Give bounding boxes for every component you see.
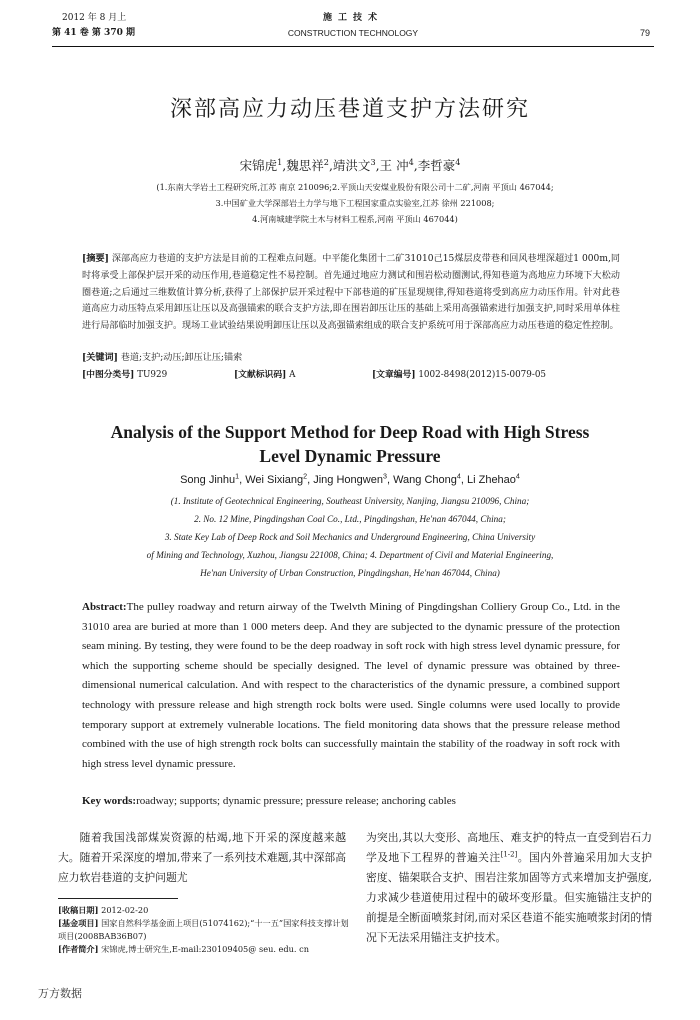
footnote-received: [收稿日期] 2012-02-20 [58,905,149,915]
author-name: Wei Sixiang [245,474,304,486]
clc-code: [中图分类号] TU929 [82,370,168,380]
citation: [1-2] [500,849,518,859]
abstract-en [82,598,620,774]
author-name: Song Jinhu [180,474,236,486]
author-name: 宋锦虎 [239,158,278,173]
affiliation-en-line: of Mining and Technology, Xuzhou, Jiangsu 221008, China; 4. Department of Civil and Material Engineering, [146,550,554,560]
keywords-en: Key words:roadway; supports; dynamic pressure; pressure release; anchoring cables [82,795,456,807]
affiliation-en-line: (1. Institute of Geotechnical Engineering, Southeast University, Nanjing, Jiangsu 210096, China; [170,496,530,506]
page-number: 79 [639,28,650,38]
abstract-cn [82,251,620,335]
affiliation-en-line: 2. No. 12 Mine, Pingdingshan Coal Co., Ltd., Pingdingshan, He'nan 467044, China; [194,514,506,524]
author-name: 李哲豪 [417,158,456,173]
footnote-divider [58,898,178,899]
footnote-author-bio: [作者简介] 宋锦虎,博士研究生,E-mail:230109405@ seu. edu. cn [58,944,309,954]
abstract-en-label: Abstract: [82,601,127,613]
keywords-cn: [关键词] 巷道;支护;动压;卸压让压;锚索 [82,352,243,363]
body-text-right: 为突出,其以大变形、高地压、难支护的特点一直受到岩石力学及地下工程界的普遍关注[1-2]。国内外普遍采用加大支护密度、锚架联合支护、围岩注浆加固等方式来增加支护强度,力求减少巷道使用过程中的破坏变形量。但实施锚注支护的前提是全断面喷浆封闭,而对采区巷道不能实施喷浆封闭的情况下无法采用锚注支护技术。 [366,831,652,944]
author-list-en: Song Jinhu$^1$, Wei Sixiang$^2$, Jing Hongwen$^3$, Wang Chong$^4$, Li Zhehao$^4$ [180,472,520,486]
paper-title-en: Analysis of the Support Method for Deep Road with High Stress Level Dynamic Pressure [110,422,590,466]
footnotes [58,904,350,956]
affiliation-cn-line: 3.中国矿业大学深部岩土力学与地下工程国家重点实验室,江苏 徐州 221008; [215,198,495,208]
body-text-left: 随着我国浅部煤炭资源的枯竭,地下开采的深度越来越大。随着开采深度的增加,带来了一系列技术难题,其中深部高应力软岩巷道的支护问题尤 [58,831,346,884]
document-code: [文献标识码] A [234,370,296,380]
abstract-cn-label: [摘要] [82,253,109,264]
author-name: Wang Chong [393,474,457,486]
author-name: Jing Hongwen [313,474,383,486]
running-header [52,12,654,47]
issue-date: 2012 年 8 月上 [62,13,127,23]
author-name: 魏思祥 [286,158,324,173]
volume-issue: 第 41 卷 第 370 期 [52,28,135,38]
abstract-en-text: The pulley roadway and return airway of the Twelvth Mining of Pingdingshan Colliery Group Co., Ltd. in the 31010 area are buried at more than 1 000 meters deep. And they are subjected to the dynamic pressure of the protection seam mining. By testing, they were found to be the deep roadway in soft rock with high stress level dynamic pressure, for which the supporting scheme should be specially designed. The level of dynamic pressure was obtained by three-dimensional numerical calculation. And with respect to the characteristics of the dynamic pressure, a combined support technology with pressure release and high strength rock bolts were used. Single columns were used locally to provide temporary support at extremely vulnerable locations. The field monitoring data shows that the pressure release method combined with the use of high strength rock bolts can successfully maintain the stability of the roadway in soft rock with high stress level dynamic pressure. [82,601,620,770]
affiliation-cn-line: 4.河南城建学院土木与材料工程系,河南 平顶山 467044) [252,214,458,224]
author-name: Li Zhehao [466,474,516,486]
journal-name-cn: 施工技术 [322,13,383,23]
paper-title-cn: 深部高应力动压巷道支护方法研究 [169,97,530,122]
journal-name-en: CONSTRUCTION TECHNOLOGY [287,28,419,38]
footnote-funding: [基金项目] 国家自然科学基金面上项目(51074162);“十一五”国家科技支撑计划项目(2008BAB36B07) [58,918,349,941]
affiliation-en-line: 3. State Key Lab of Deep Rock and Soil Mechanics and Underground Engineering, China University [164,532,536,542]
author-name: 王 冲 [379,158,409,173]
author-list-cn: 宋锦虎$^1$,魏思祥$^2$,靖洪文$^3$,王 冲$^4$,李哲豪$^4$ [239,156,461,173]
article-number: [文章编号] 1002-8498(2012)15-0079-05 [372,370,547,380]
watermark: 万方数据 [38,987,82,1000]
affiliation-cn-line: (1.东南大学岩土工程研究所,江苏 南京 210096;2.平顶山天安煤业股份有限公司十二矿,河南 平顶山 467044; [156,182,554,192]
affiliation-en-line: He'nan University of Urban Construction, Pingdingshan, He'nan 467044, China) [200,568,500,578]
keywords-en-text: roadway; supports; dynamic pressure; pressure release; anchoring cables [136,795,456,807]
author-name: 靖洪文 [332,158,371,173]
keywords-cn-text: 巷道;支护;动压;卸压让压;锚索 [120,353,243,363]
abstract-cn-text: 深部高应力巷道的支护方法是目前的工程难点问题。中平能化集团十二矿31010己15煤层皮带巷和回风巷埋深超过1 000m,同时将承受上部保护层开采的动压作用,巷道稳定性不易控制。首先通过地应力测试和围岩松动圈测试,得知巷道为高地应力环境下大松动圈巷道;之后通过三维数值计算分析,获得了上部保护层开采过程中下部巷道的矿压显现规律,得知巷道将受到高应力动压作用。针对此巷道高应力动压特点采用卸压让压以及高强锚索的联合支护方法,即在围岩卸压让压的基础上采用高强锚索进行加强支护,同时采用单体柱进行局部临时加强支护。现场工业试验结果说明卸压让压以及高强锚索组成的联合支护系统可用于深部高应力动压巷道的稳定性控制。 [82,254,620,332]
